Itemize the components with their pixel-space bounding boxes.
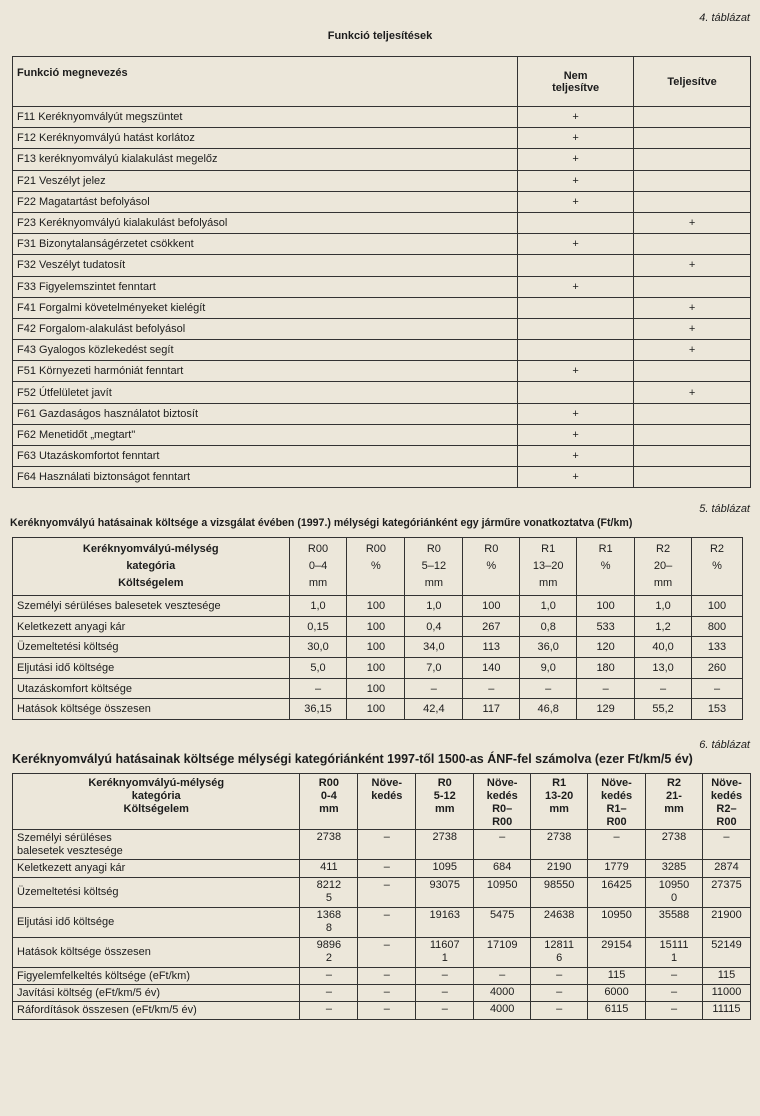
- value-cell: 684: [474, 860, 531, 878]
- value-cell: 2738: [646, 830, 703, 860]
- table-row: [13, 878, 751, 908]
- fulfilled-mark: [634, 446, 751, 467]
- table-row: [13, 637, 743, 658]
- value-cell: 100: [347, 699, 405, 720]
- fulfilled-mark: +: [634, 382, 751, 403]
- table-row: [13, 276, 751, 297]
- not-fulfilled-mark: +: [518, 107, 634, 128]
- value-cell: 533: [577, 616, 635, 637]
- cost-table-5year: [12, 773, 751, 1020]
- not-fulfilled-mark: +: [518, 170, 634, 191]
- function-name: F11 Keréknyomvályút megszüntet: [13, 107, 518, 128]
- cost-element: Hatások költsége összesen: [13, 699, 290, 720]
- header-function-name: Funkció megnevezés: [13, 57, 518, 107]
- value-cell: 117: [463, 699, 520, 720]
- header-not-fulfilled: Nem teljesítve: [518, 57, 634, 107]
- value-cell: 40,0: [635, 637, 692, 658]
- value-cell: 100: [347, 678, 405, 699]
- value-cell: –: [416, 1002, 474, 1020]
- table-row: [13, 860, 751, 878]
- cost-element: Eljutási idő költsége: [13, 908, 300, 938]
- table5-title: Keréknyomvályú hatásainak költsége a vizsgálat évében (1997.) mélységi kategóriánként egy járműre vonatkoztatva (Ft/km): [10, 517, 633, 529]
- cost-element: Utazáskomfort költsége: [13, 678, 290, 699]
- value-cell: 3285: [646, 860, 703, 878]
- value-cell: 46,8: [520, 699, 577, 720]
- value-cell: –: [416, 968, 474, 985]
- not-fulfilled-mark: +: [518, 424, 634, 445]
- value-cell: 100: [577, 596, 635, 617]
- column-header: R2 %: [692, 538, 743, 596]
- table-row: [13, 908, 751, 938]
- column-header: R00 0–4 mm: [289, 538, 347, 596]
- value-cell: –: [405, 678, 463, 699]
- value-cell: 6000: [588, 985, 646, 1002]
- table-row: [13, 968, 751, 985]
- value-cell: –: [474, 830, 531, 860]
- value-cell: 260: [692, 658, 743, 679]
- value-cell: 100: [463, 596, 520, 617]
- value-cell: 6115: [588, 1002, 646, 1020]
- fulfilled-mark: [634, 107, 751, 128]
- not-fulfilled-mark: [518, 340, 634, 361]
- fulfilled-mark: [634, 191, 751, 212]
- value-cell: –: [358, 908, 416, 938]
- value-cell: 11607 1: [416, 938, 474, 968]
- value-cell: 21900: [702, 908, 750, 938]
- fulfilled-mark: +: [634, 340, 751, 361]
- not-fulfilled-mark: +: [518, 467, 634, 488]
- value-cell: 115: [588, 968, 646, 985]
- table-row: [13, 318, 751, 339]
- value-cell: 100: [692, 596, 743, 617]
- value-cell: –: [531, 985, 588, 1002]
- cost-element: Üzemeltetési költség: [13, 878, 300, 908]
- value-cell: 1779: [588, 860, 646, 878]
- value-cell: 55,2: [635, 699, 692, 720]
- not-fulfilled-mark: +: [518, 234, 634, 255]
- column-header: R1 13-20 mm: [531, 774, 588, 830]
- function-name: F22 Magatartást befolyásol: [13, 191, 518, 212]
- table-row: [13, 1002, 751, 1020]
- column-header: R00 %: [347, 538, 405, 596]
- value-cell: 5475: [474, 908, 531, 938]
- value-cell: 12811 6: [531, 938, 588, 968]
- value-cell: 100: [347, 596, 405, 617]
- not-fulfilled-mark: [518, 318, 634, 339]
- value-cell: 9896 2: [300, 938, 358, 968]
- value-cell: 93075: [416, 878, 474, 908]
- value-cell: 0,4: [405, 616, 463, 637]
- value-cell: 10950: [474, 878, 531, 908]
- table-row: [13, 382, 751, 403]
- fulfilled-mark: [634, 149, 751, 170]
- value-cell: –: [702, 830, 750, 860]
- value-cell: –: [646, 1002, 703, 1020]
- column-header: Növe- kedés R2– R00: [702, 774, 750, 830]
- value-cell: 35588: [646, 908, 703, 938]
- cost-table-1997: [12, 537, 743, 720]
- value-cell: 153: [692, 699, 743, 720]
- value-cell: 180: [577, 658, 635, 679]
- cost-element: Figyelemfelkeltés költsége (eFt/km): [13, 968, 300, 985]
- value-cell: 1,0: [405, 596, 463, 617]
- function-name: F33 Figyelemszintet fenntart: [13, 276, 518, 297]
- fulfilled-mark: +: [634, 297, 751, 318]
- table-row: [13, 446, 751, 467]
- not-fulfilled-mark: +: [518, 446, 634, 467]
- value-cell: 24638: [531, 908, 588, 938]
- value-cell: –: [588, 830, 646, 860]
- value-cell: 2190: [531, 860, 588, 878]
- function-table: [12, 56, 751, 488]
- table4-label: 4. táblázat: [699, 12, 750, 24]
- column-header: R0 %: [463, 538, 520, 596]
- table-row: [13, 212, 751, 233]
- cost-element: Üzemeltetési költség: [13, 637, 290, 658]
- table-row: [13, 234, 751, 255]
- value-cell: 34,0: [405, 637, 463, 658]
- value-cell: 2738: [416, 830, 474, 860]
- value-cell: 16425: [588, 878, 646, 908]
- table-row: [13, 191, 751, 212]
- cost-element: Eljutási idő költsége: [13, 658, 290, 679]
- value-cell: 1,0: [635, 596, 692, 617]
- function-name: F13 keréknyomvályú kialakulást megelőz: [13, 149, 518, 170]
- value-cell: 10950 0: [646, 878, 703, 908]
- fulfilled-mark: [634, 361, 751, 382]
- function-name: F21 Veszélyt jelez: [13, 170, 518, 191]
- table-row: [13, 467, 751, 488]
- cost-element: Személyi sérüléses balesetek vesztesége: [13, 830, 300, 860]
- not-fulfilled-mark: +: [518, 191, 634, 212]
- value-cell: 30,0: [289, 637, 347, 658]
- function-name: F51 Környezeti harmóniát fenntart: [13, 361, 518, 382]
- table4-title: Funkció teljesítések: [327, 30, 433, 42]
- value-cell: 27375: [702, 878, 750, 908]
- not-fulfilled-mark: +: [518, 128, 634, 149]
- cost-element: Ráfordítások összesen (eFt/km/5 év): [13, 1002, 300, 1020]
- value-cell: 5,0: [289, 658, 347, 679]
- function-name: F61 Gazdaságos használatot biztosít: [13, 403, 518, 424]
- table5-label: 5. táblázat: [699, 503, 750, 515]
- column-header: R0 5-12 mm: [416, 774, 474, 830]
- table6-label: 6. táblázat: [699, 739, 750, 751]
- column-header: R1 %: [577, 538, 635, 596]
- value-cell: –: [646, 985, 703, 1002]
- table-row: [13, 985, 751, 1002]
- function-name: F63 Utazáskomfortot fenntart: [13, 446, 518, 467]
- fulfilled-mark: +: [634, 212, 751, 233]
- value-cell: –: [520, 678, 577, 699]
- not-fulfilled-mark: +: [518, 149, 634, 170]
- value-cell: –: [635, 678, 692, 699]
- fulfilled-mark: [634, 276, 751, 297]
- function-name: F43 Gyalogos közlekedést segít: [13, 340, 518, 361]
- table-row: [13, 255, 751, 276]
- value-cell: 17109: [474, 938, 531, 968]
- value-cell: 11000: [702, 985, 750, 1002]
- value-cell: 9,0: [520, 658, 577, 679]
- header-cost-element: Keréknyomvályú-mélység kategória Költségelem: [13, 774, 300, 830]
- value-cell: 19163: [416, 908, 474, 938]
- value-cell: –: [531, 1002, 588, 1020]
- value-cell: 10950: [588, 908, 646, 938]
- value-cell: 133: [692, 637, 743, 658]
- table-row: [13, 297, 751, 318]
- table-row: [13, 658, 743, 679]
- value-cell: –: [646, 968, 703, 985]
- function-name: F42 Forgalom-alakulást befolyásol: [13, 318, 518, 339]
- not-fulfilled-mark: [518, 255, 634, 276]
- value-cell: 1,0: [520, 596, 577, 617]
- value-cell: –: [300, 985, 358, 1002]
- value-cell: –: [300, 1002, 358, 1020]
- value-cell: –: [300, 968, 358, 985]
- function-name: F62 Menetidőt „megtart": [13, 424, 518, 445]
- value-cell: 0,15: [289, 616, 347, 637]
- column-header: R1 13–20 mm: [520, 538, 577, 596]
- fulfilled-mark: [634, 170, 751, 191]
- column-header: R00 0-4 mm: [300, 774, 358, 830]
- value-cell: 42,4: [405, 699, 463, 720]
- fulfilled-mark: [634, 403, 751, 424]
- not-fulfilled-mark: +: [518, 403, 634, 424]
- value-cell: –: [416, 985, 474, 1002]
- value-cell: 11115: [702, 1002, 750, 1020]
- fulfilled-mark: +: [634, 318, 751, 339]
- header-fulfilled: Teljesítve: [634, 57, 751, 107]
- value-cell: 8212 5: [300, 878, 358, 908]
- value-cell: 15111 1: [646, 938, 703, 968]
- value-cell: 13,0: [635, 658, 692, 679]
- value-cell: –: [474, 968, 531, 985]
- value-cell: 800: [692, 616, 743, 637]
- fulfilled-mark: [634, 424, 751, 445]
- value-cell: 29154: [588, 938, 646, 968]
- value-cell: 2738: [531, 830, 588, 860]
- value-cell: 1368 8: [300, 908, 358, 938]
- value-cell: 2874: [702, 860, 750, 878]
- column-header: R0 5–12 mm: [405, 538, 463, 596]
- value-cell: –: [358, 985, 416, 1002]
- function-name: F32 Veszélyt tudatosít: [13, 255, 518, 276]
- value-cell: 98550: [531, 878, 588, 908]
- value-cell: 267: [463, 616, 520, 637]
- value-cell: 129: [577, 699, 635, 720]
- table-row: [13, 616, 743, 637]
- fulfilled-mark: +: [634, 255, 751, 276]
- function-name: F23 Keréknyomvályú kialakulást befolyásol: [13, 212, 518, 233]
- value-cell: –: [358, 830, 416, 860]
- table-row: [13, 107, 751, 128]
- table-row: [13, 678, 743, 699]
- table-row: [13, 340, 751, 361]
- column-header: R2 21- mm: [646, 774, 703, 830]
- cost-element: Személyi sérüléses balesetek vesztesége: [13, 596, 290, 617]
- value-cell: 4000: [474, 1002, 531, 1020]
- not-fulfilled-mark: +: [518, 276, 634, 297]
- function-name: F64 Használati biztonságot fenntart: [13, 467, 518, 488]
- value-cell: –: [358, 878, 416, 908]
- not-fulfilled-mark: [518, 297, 634, 318]
- table-row: [13, 403, 751, 424]
- value-cell: 411: [300, 860, 358, 878]
- table-row: [13, 149, 751, 170]
- table-row: [13, 830, 751, 860]
- function-name: F41 Forgalmi követelményeket kielégít: [13, 297, 518, 318]
- header-cost-element: Keréknyomvályú-mélység kategória Költségelem: [13, 538, 290, 596]
- table-row: [13, 596, 743, 617]
- not-fulfilled-mark: [518, 382, 634, 403]
- table6-title: Keréknyomvályú hatásainak költsége mélységi kategóriánként 1997-től 1500-as ÁNF-fel számolva (ezer Ft/km/5 év): [12, 752, 693, 766]
- value-cell: –: [531, 968, 588, 985]
- value-cell: 113: [463, 637, 520, 658]
- function-name: F52 Útfelületet javít: [13, 382, 518, 403]
- not-fulfilled-mark: [518, 212, 634, 233]
- function-name: F12 Keréknyomvályú hatást korlátoz: [13, 128, 518, 149]
- value-cell: 100: [347, 658, 405, 679]
- value-cell: 7,0: [405, 658, 463, 679]
- value-cell: –: [358, 1002, 416, 1020]
- table-row: [13, 128, 751, 149]
- not-fulfilled-mark: +: [518, 361, 634, 382]
- table-row: [13, 699, 743, 720]
- table-row: [13, 361, 751, 382]
- value-cell: 52149: [702, 938, 750, 968]
- column-header: Növe- kedés R1– R00: [588, 774, 646, 830]
- fulfilled-mark: [634, 128, 751, 149]
- value-cell: 36,0: [520, 637, 577, 658]
- column-header: Növe- kedés R0– R00: [474, 774, 531, 830]
- cost-element: Javítási költség (eFt/km/5 év): [13, 985, 300, 1002]
- table-row: [13, 938, 751, 968]
- value-cell: 2738: [300, 830, 358, 860]
- value-cell: –: [358, 860, 416, 878]
- value-cell: –: [577, 678, 635, 699]
- value-cell: –: [692, 678, 743, 699]
- value-cell: –: [289, 678, 347, 699]
- value-cell: 0,8: [520, 616, 577, 637]
- value-cell: 1,2: [635, 616, 692, 637]
- value-cell: 120: [577, 637, 635, 658]
- column-header: R2 20– mm: [635, 538, 692, 596]
- table-row: [13, 170, 751, 191]
- cost-element: Keletkezett anyagi kár: [13, 860, 300, 878]
- value-cell: 4000: [474, 985, 531, 1002]
- value-cell: –: [358, 938, 416, 968]
- value-cell: 1,0: [289, 596, 347, 617]
- value-cell: 100: [347, 616, 405, 637]
- column-header: Növe- kedés: [358, 774, 416, 830]
- fulfilled-mark: [634, 467, 751, 488]
- table-row: [13, 424, 751, 445]
- cost-element: Keletkezett anyagi kár: [13, 616, 290, 637]
- value-cell: 115: [702, 968, 750, 985]
- value-cell: 100: [347, 637, 405, 658]
- function-name: F31 Bizonytalanságérzetet csökkent: [13, 234, 518, 255]
- fulfilled-mark: [634, 234, 751, 255]
- value-cell: –: [358, 968, 416, 985]
- cost-element: Hatások költsége összesen: [13, 938, 300, 968]
- value-cell: –: [463, 678, 520, 699]
- value-cell: 1095: [416, 860, 474, 878]
- value-cell: 36,15: [289, 699, 347, 720]
- value-cell: 140: [463, 658, 520, 679]
